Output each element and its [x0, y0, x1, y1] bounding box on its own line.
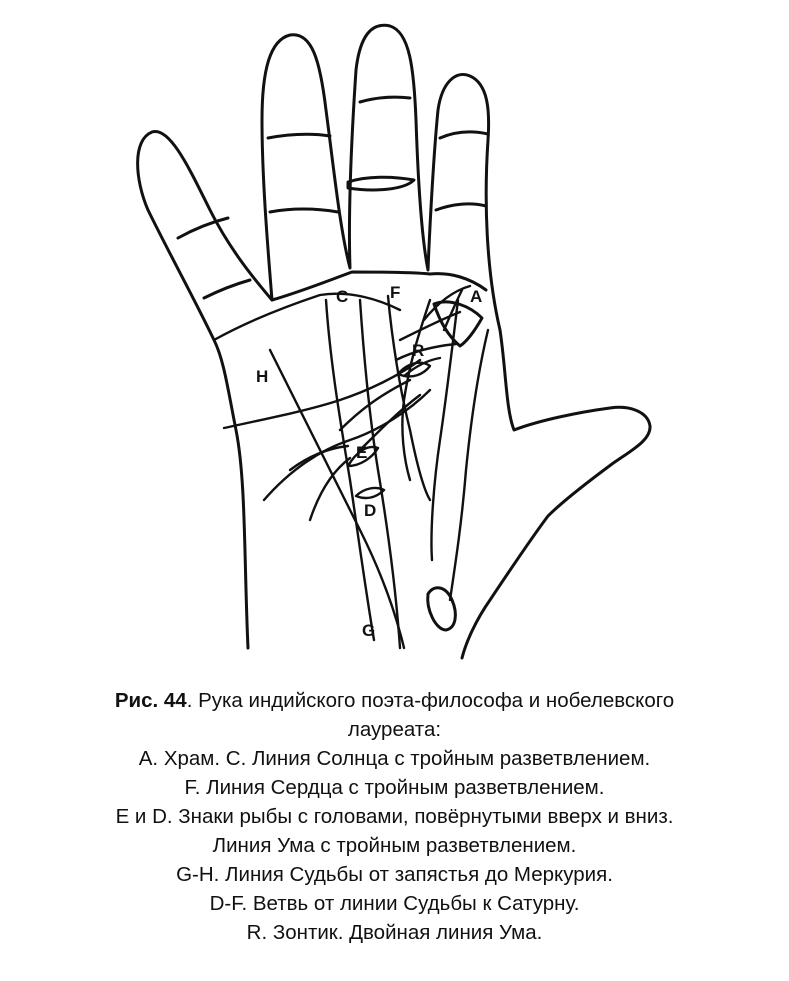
label-d: D — [364, 501, 377, 520]
palm-line — [326, 300, 377, 640]
caption-line: G-H. Линия Судьбы от запястья до Меркурия. — [176, 863, 613, 886]
palm-line — [450, 330, 488, 600]
label-e: E — [356, 443, 368, 462]
caption-line: D-F. Ветвь от линии Судьбы к Сатурну. — [209, 892, 580, 915]
label-f: F — [390, 283, 401, 302]
label-g: G — [362, 621, 376, 640]
finger-base-arc — [272, 272, 486, 300]
temple-mark-stroke — [444, 290, 462, 330]
label-c: C — [336, 287, 349, 306]
label-a: A — [470, 287, 483, 306]
head-line — [224, 360, 420, 428]
finger-crease — [440, 132, 488, 138]
caption-title-cont: лауреата: — [347, 718, 442, 741]
palm-line — [310, 458, 350, 520]
label-r: R — [412, 341, 425, 360]
finger-crease — [204, 280, 250, 298]
finger-crease — [436, 204, 486, 210]
palm-line — [388, 296, 430, 500]
heart-line — [214, 294, 400, 340]
caption-line: A. Храм. C. Линия Солнца с тройным разветвлением. — [138, 747, 651, 770]
finger-crease — [268, 134, 330, 138]
finger-crease — [360, 97, 410, 102]
palm-line — [396, 344, 456, 360]
finger-crease — [270, 209, 338, 212]
caption-line: F. Линия Сердца с тройным разветвлением. — [184, 776, 605, 799]
caption-line: E и D. Знаки рыбы с головами, повёрнутыми вверх и вниз. — [115, 805, 674, 828]
fish-mark-d — [356, 488, 384, 498]
caption-line: R. Зонтик. Двойная линия Ума. — [246, 921, 543, 944]
caption-title — [0, 686, 789, 715]
caption-title-text: . Рука индийского поэта-философа и нобелевского — [186, 689, 675, 712]
figure-caption — [0, 686, 789, 947]
finger-crease — [348, 177, 414, 190]
caption-line: Линия Ума с тройным разветвлением. — [212, 834, 577, 857]
figure-number: Рис. 44 — [114, 689, 187, 712]
label-h: H — [256, 367, 269, 386]
